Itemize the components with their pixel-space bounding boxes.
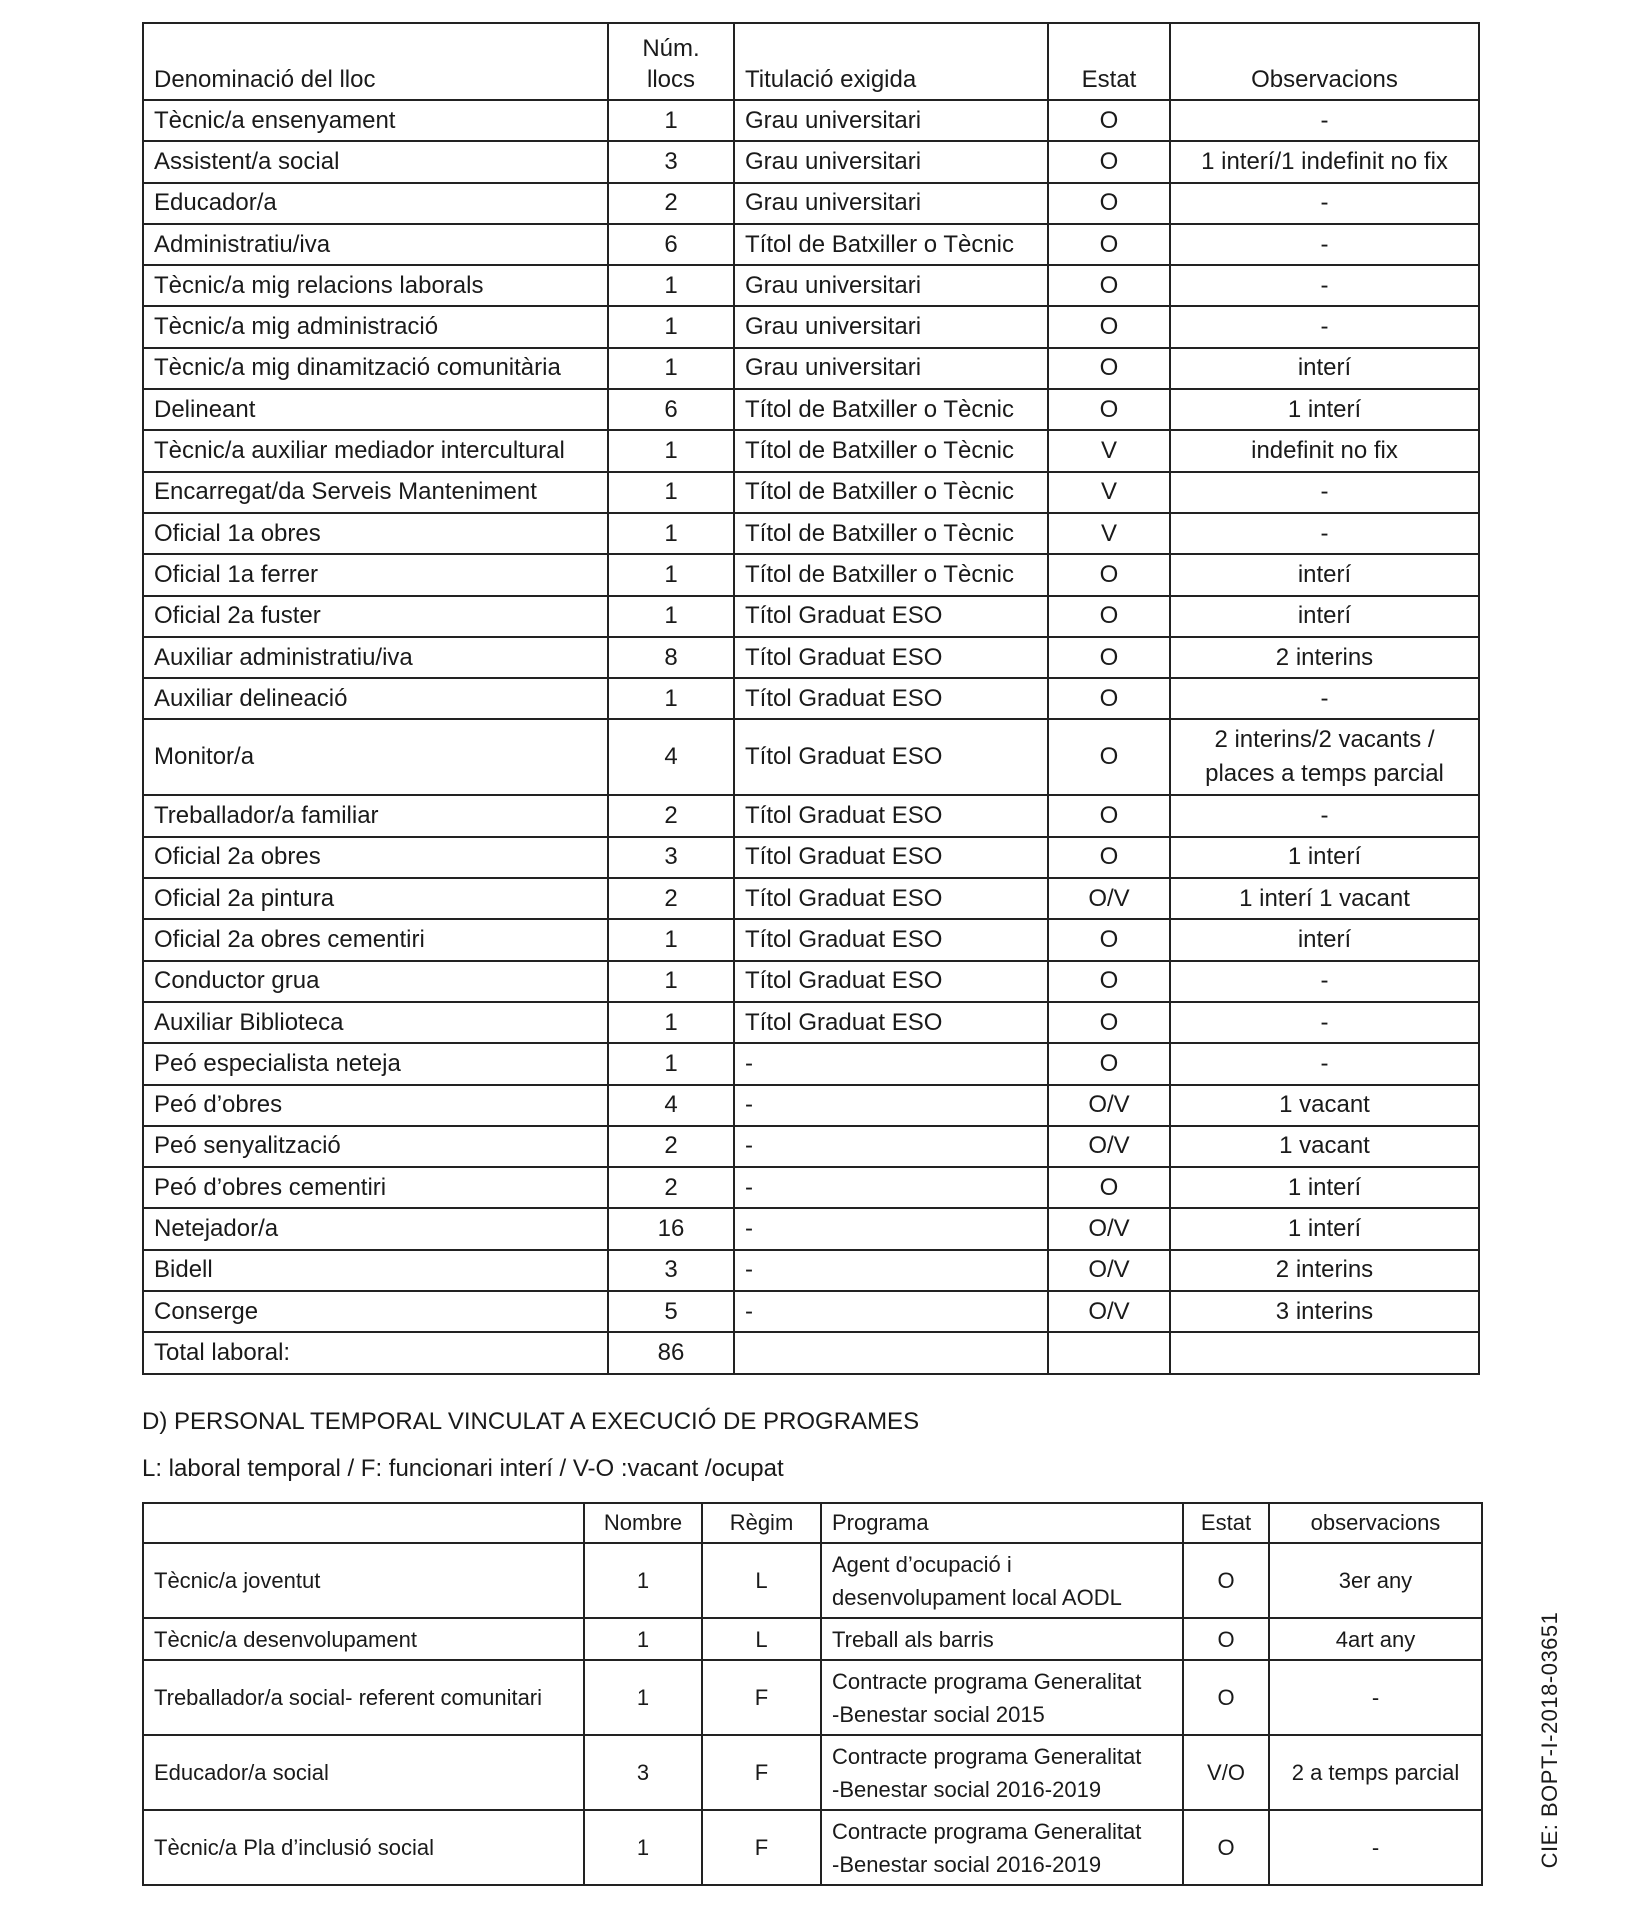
cell-titulacio: Títol Graduat ESO [734, 919, 1048, 960]
cell-titulacio: - [734, 1250, 1048, 1291]
cell-titulacio: Grau universitari [734, 100, 1048, 141]
cell-num-llocs: 3 [608, 1250, 734, 1291]
cell-nombre: 1 [584, 1543, 702, 1618]
total-empty-estat [1048, 1332, 1170, 1373]
cell-estat: O [1048, 678, 1170, 719]
cell-lloc: Oficial 2a fuster [143, 596, 608, 637]
cell-programa [821, 1735, 1183, 1810]
cell-estat: O/V [1048, 878, 1170, 919]
header-nombre: Nombre [584, 1503, 702, 1543]
cell-nombre: 1 [584, 1660, 702, 1735]
cell-observacions: - [1170, 678, 1479, 719]
cell-estat: O/V [1048, 1291, 1170, 1332]
cell-observacions: 4art any [1269, 1618, 1482, 1660]
cell-estat: O [1048, 961, 1170, 1002]
cell-observacions: 1 interí [1170, 837, 1479, 878]
observacions-line1: 2 interins/2 vacants / [1214, 726, 1435, 754]
table-row [143, 306, 1479, 347]
header-denominacio: Denominació del lloc [143, 23, 608, 100]
laboral-staff-table [142, 22, 1480, 1375]
table-row [143, 1002, 1479, 1043]
table-row [143, 1660, 1482, 1735]
cell-num-llocs: 1 [608, 678, 734, 719]
cell-titulacio: Títol de Batxiller o Tècnic [734, 389, 1048, 430]
cell-num-llocs: 5 [608, 1291, 734, 1332]
cell-num-llocs: 1 [608, 100, 734, 141]
cell-observacions: 1 interí 1 vacant [1170, 878, 1479, 919]
total-num-llocs: 86 [608, 1332, 734, 1373]
cell-estat: O [1048, 919, 1170, 960]
cell-num-llocs: 2 [608, 878, 734, 919]
cell-titulacio: Títol Graduat ESO [734, 961, 1048, 1002]
cell-observacions: 1 vacant [1170, 1126, 1479, 1167]
header-titulacio: Titulació exigida [734, 23, 1048, 100]
cell-num-llocs: 1 [608, 348, 734, 389]
header-lloc [143, 1503, 584, 1543]
cell-nombre: 1 [584, 1618, 702, 1660]
cell-estat: O/V [1048, 1250, 1170, 1291]
cell-estat: O [1183, 1810, 1269, 1885]
cell-titulacio: Títol de Batxiller o Tècnic [734, 554, 1048, 595]
cell-lloc: Treballador/a familiar [143, 795, 608, 836]
cell-observacions: - [1269, 1810, 1482, 1885]
cell-estat: O/V [1048, 1126, 1170, 1167]
cell-estat: O/V [1048, 1085, 1170, 1126]
cell-titulacio: - [734, 1167, 1048, 1208]
table-row [143, 224, 1479, 265]
cell-lloc: Tècnic/a mig administració [143, 306, 608, 347]
cell-observacions: indefinit no fix [1170, 430, 1479, 471]
table-row [143, 348, 1479, 389]
table-row [143, 637, 1479, 678]
cell-regim: L [702, 1618, 821, 1660]
cell-observacions: interí [1170, 348, 1479, 389]
cell-lloc: Auxiliar Biblioteca [143, 1002, 608, 1043]
cell-estat: O [1183, 1543, 1269, 1618]
cell-titulacio: - [734, 1208, 1048, 1249]
cell-observacions: - [1170, 100, 1479, 141]
cell-lloc: Bidell [143, 1250, 608, 1291]
header-regim: Règim [702, 1503, 821, 1543]
table-row [143, 1618, 1482, 1660]
cell-observacions: 1 interí [1170, 1167, 1479, 1208]
table-row [143, 961, 1479, 1002]
cell-num-llocs: 4 [608, 1085, 734, 1126]
table-row [143, 513, 1479, 554]
cell-regim: F [702, 1810, 821, 1885]
cell-observacions: - [1170, 183, 1479, 224]
table-row [143, 1735, 1482, 1810]
cell-lloc: Encarregat/da Serveis Manteniment [143, 472, 608, 513]
cell-estat: O [1048, 306, 1170, 347]
cell-num-llocs: 1 [608, 961, 734, 1002]
cell-titulacio: Grau universitari [734, 141, 1048, 182]
cell-lloc: Assistent/a social [143, 141, 608, 182]
header-num-llocs-line2: llocs [646, 66, 695, 93]
temporal-staff-table [142, 1502, 1483, 1886]
cell-observacions: 1 vacant [1170, 1085, 1479, 1126]
header-observacions: Observacions [1170, 23, 1479, 100]
cell-lloc: Oficial 1a obres [143, 513, 608, 554]
cell-estat: O [1048, 1167, 1170, 1208]
cell-lloc: Tècnic/a desenvolupament [143, 1618, 584, 1660]
programa-line1: Contracte programa Generalitat [832, 1668, 1142, 1694]
cell-observacions: 1 interí [1170, 1208, 1479, 1249]
cell-estat: V [1048, 513, 1170, 554]
cell-programa [821, 1660, 1183, 1735]
cell-observacions: - [1170, 472, 1479, 513]
cell-num-llocs: 8 [608, 637, 734, 678]
programa-line2: desenvolupament local AODL [832, 1584, 1122, 1610]
cell-lloc: Peó senyalització [143, 1126, 608, 1167]
cell-lloc: Peó d’obres cementiri [143, 1167, 608, 1208]
cell-observacions: - [1170, 224, 1479, 265]
cell-titulacio: - [734, 1085, 1048, 1126]
programa-line2: -Benestar social 2015 [832, 1701, 1045, 1727]
cell-observacions: - [1269, 1660, 1482, 1735]
cell-observacions: 3 interins [1170, 1291, 1479, 1332]
cell-estat: V [1048, 430, 1170, 471]
cell-lloc: Tècnic/a auxiliar mediador intercultural [143, 430, 608, 471]
table-header-row [143, 1503, 1482, 1543]
cell-titulacio: Títol Graduat ESO [734, 596, 1048, 637]
cell-lloc: Tècnic/a mig dinamització comunitària [143, 348, 608, 389]
cell-titulacio: Grau universitari [734, 183, 1048, 224]
table-row [143, 389, 1479, 430]
table-row [143, 1810, 1482, 1885]
cell-estat: O/V [1048, 1208, 1170, 1249]
cell-lloc: Auxiliar delineació [143, 678, 608, 719]
cell-num-llocs: 1 [608, 919, 734, 960]
header-observacions: observacions [1269, 1503, 1482, 1543]
cell-lloc: Educador/a social [143, 1735, 584, 1810]
section-d-legend: L: laboral temporal / F: funcionari interí / V-O :vacant /ocupat [142, 1455, 784, 1482]
cell-num-llocs: 3 [608, 141, 734, 182]
cell-regim: F [702, 1660, 821, 1735]
cell-estat: O [1048, 837, 1170, 878]
cell-observacions: interí [1170, 596, 1479, 637]
cell-estat: O [1048, 224, 1170, 265]
cell-estat: O [1048, 554, 1170, 595]
cell-observacions: - [1170, 306, 1479, 347]
cell-observacions: - [1170, 961, 1479, 1002]
cell-estat: O [1048, 389, 1170, 430]
cell-titulacio: Títol Graduat ESO [734, 795, 1048, 836]
cell-titulacio: Títol Graduat ESO [734, 719, 1048, 795]
programa-line1: Contracte programa Generalitat [832, 1743, 1142, 1769]
cell-lloc: Tècnic/a Pla d’inclusió social [143, 1810, 584, 1885]
table-row [143, 430, 1479, 471]
programa-line1: Agent d’ocupació i [832, 1551, 1012, 1577]
cell-titulacio: Títol Graduat ESO [734, 637, 1048, 678]
cell-lloc: Educador/a [143, 183, 608, 224]
programa-line1: Contracte programa Generalitat [832, 1818, 1142, 1844]
cell-lloc: Peó especialista neteja [143, 1043, 608, 1084]
cell-titulacio: - [734, 1126, 1048, 1167]
header-num-llocs-line1: Núm. [642, 35, 700, 62]
cell-observacions: - [1170, 1002, 1479, 1043]
total-empty-observacions [1170, 1332, 1479, 1373]
cell-observacions: - [1170, 795, 1479, 836]
cell-titulacio: Títol Graduat ESO [734, 837, 1048, 878]
cell-titulacio: Títol de Batxiller o Tècnic [734, 430, 1048, 471]
cell-observacions: - [1170, 1043, 1479, 1084]
cie-registration-stamp: CIE: BOPT-I-2018-03651 [1537, 1611, 1562, 1869]
cell-num-llocs: 16 [608, 1208, 734, 1249]
cell-num-llocs: 2 [608, 1167, 734, 1208]
table-row [143, 596, 1479, 637]
cell-programa [821, 1543, 1183, 1618]
table-row [143, 1250, 1479, 1291]
cell-titulacio: Títol Graduat ESO [734, 678, 1048, 719]
cell-observacions: 2 interins [1170, 637, 1479, 678]
cell-estat: O [1048, 348, 1170, 389]
table-row [143, 1126, 1479, 1167]
cell-programa [821, 1810, 1183, 1885]
table-row [143, 554, 1479, 595]
cell-titulacio: Títol Graduat ESO [734, 878, 1048, 919]
cell-lloc: Tècnic/a joventut [143, 1543, 584, 1618]
cell-titulacio: Títol de Batxiller o Tècnic [734, 472, 1048, 513]
cell-observacions [1170, 719, 1479, 795]
cell-observacions: interí [1170, 919, 1479, 960]
cell-lloc: Delineant [143, 389, 608, 430]
cell-lloc: Monitor/a [143, 719, 608, 795]
cell-num-llocs: 2 [608, 795, 734, 836]
cell-num-llocs: 1 [608, 430, 734, 471]
cell-titulacio: Grau universitari [734, 348, 1048, 389]
cell-num-llocs: 4 [608, 719, 734, 795]
header-estat: Estat [1183, 1503, 1269, 1543]
table-row [143, 100, 1479, 141]
cell-lloc: Oficial 2a pintura [143, 878, 608, 919]
cell-num-llocs: 1 [608, 1043, 734, 1084]
cell-lloc: Peó d’obres [143, 1085, 608, 1126]
header-num-llocs [608, 23, 734, 100]
table-row [143, 1043, 1479, 1084]
cell-num-llocs: 2 [608, 1126, 734, 1167]
section-d-title: D) PERSONAL TEMPORAL VINCULAT A EXECUCIÓ DE PROGRAMES [142, 1408, 920, 1435]
header-programa: Programa [821, 1503, 1183, 1543]
table-row [143, 878, 1479, 919]
cell-estat: O [1048, 100, 1170, 141]
table-row [143, 141, 1479, 182]
table-row [143, 1167, 1479, 1208]
cell-lloc: Oficial 2a obres [143, 837, 608, 878]
cell-regim: F [702, 1735, 821, 1810]
cell-estat: O [1183, 1618, 1269, 1660]
table-row [143, 1208, 1479, 1249]
total-empty-titulacio [734, 1332, 1048, 1373]
cell-num-llocs: 1 [608, 265, 734, 306]
cell-num-llocs: 3 [608, 837, 734, 878]
table-header-row [143, 23, 1479, 100]
table-row [143, 1543, 1482, 1618]
cell-titulacio: - [734, 1291, 1048, 1332]
cell-lloc: Netejador/a [143, 1208, 608, 1249]
cell-estat: V [1048, 472, 1170, 513]
table-row [143, 1291, 1479, 1332]
table-row [143, 183, 1479, 224]
cell-observacions: 1 interí [1170, 389, 1479, 430]
cell-nombre: 1 [584, 1810, 702, 1885]
cell-num-llocs: 1 [608, 513, 734, 554]
cell-estat: O [1048, 1002, 1170, 1043]
cell-lloc: Tècnic/a mig relacions laborals [143, 265, 608, 306]
table-row [143, 1085, 1479, 1126]
cell-estat: O [1048, 795, 1170, 836]
cell-titulacio: Títol de Batxiller o Tècnic [734, 513, 1048, 554]
cell-titulacio: - [734, 1043, 1048, 1084]
cell-observacions: - [1170, 513, 1479, 554]
cell-programa [821, 1618, 1183, 1660]
programa-line2: -Benestar social 2016-2019 [832, 1851, 1102, 1877]
cell-num-llocs: 6 [608, 224, 734, 265]
cell-lloc: Conductor grua [143, 961, 608, 1002]
cell-observacions: 2 interins [1170, 1250, 1479, 1291]
cell-num-llocs: 1 [608, 554, 734, 595]
cell-estat: O [1048, 141, 1170, 182]
programa-line1: Treball als barris [832, 1626, 994, 1652]
table-row [143, 919, 1479, 960]
total-label: Total laboral: [143, 1332, 608, 1373]
programa-line2: -Benestar social 2016-2019 [832, 1776, 1102, 1802]
cell-estat: O [1048, 265, 1170, 306]
cell-num-llocs: 6 [608, 389, 734, 430]
cell-estat: V/O [1183, 1735, 1269, 1810]
cell-num-llocs: 1 [608, 472, 734, 513]
table-row [143, 472, 1479, 513]
cell-lloc: Administratiu/iva [143, 224, 608, 265]
table-row [143, 678, 1479, 719]
cell-estat: O [1048, 1043, 1170, 1084]
cell-lloc: Oficial 2a obres cementiri [143, 919, 608, 960]
table-row [143, 795, 1479, 836]
cell-lloc: Auxiliar administratiu/iva [143, 637, 608, 678]
cell-observacions: 1 interí/1 indefinit no fix [1170, 141, 1479, 182]
cell-observacions: 2 a temps parcial [1269, 1735, 1482, 1810]
cell-titulacio: Grau universitari [734, 265, 1048, 306]
cell-observacions: interí [1170, 554, 1479, 595]
cell-estat: O [1048, 719, 1170, 795]
header-estat: Estat [1048, 23, 1170, 100]
cell-observacions: - [1170, 265, 1479, 306]
cell-estat: O [1048, 637, 1170, 678]
cell-lloc: Oficial 1a ferrer [143, 554, 608, 595]
total-row [143, 1332, 1479, 1373]
table-row [143, 837, 1479, 878]
cell-titulacio: Títol de Batxiller o Tècnic [734, 224, 1048, 265]
cell-lloc: Conserge [143, 1291, 608, 1332]
cell-num-llocs: 1 [608, 1002, 734, 1043]
cell-num-llocs: 1 [608, 306, 734, 347]
cell-lloc: Tècnic/a ensenyament [143, 100, 608, 141]
cell-regim: L [702, 1543, 821, 1618]
cell-titulacio: Títol Graduat ESO [734, 1002, 1048, 1043]
cell-titulacio: Grau universitari [734, 306, 1048, 347]
cell-observacions: 3er any [1269, 1543, 1482, 1618]
observacions-line2: places a temps parcial [1205, 760, 1444, 788]
cell-num-llocs: 1 [608, 596, 734, 637]
cell-nombre: 3 [584, 1735, 702, 1810]
table-row [143, 265, 1479, 306]
cell-estat: O [1048, 596, 1170, 637]
table-row [143, 719, 1479, 795]
cell-estat: O [1183, 1660, 1269, 1735]
cell-lloc: Treballador/a social- referent comunitari [143, 1660, 584, 1735]
cell-estat: O [1048, 183, 1170, 224]
cell-num-llocs: 2 [608, 183, 734, 224]
